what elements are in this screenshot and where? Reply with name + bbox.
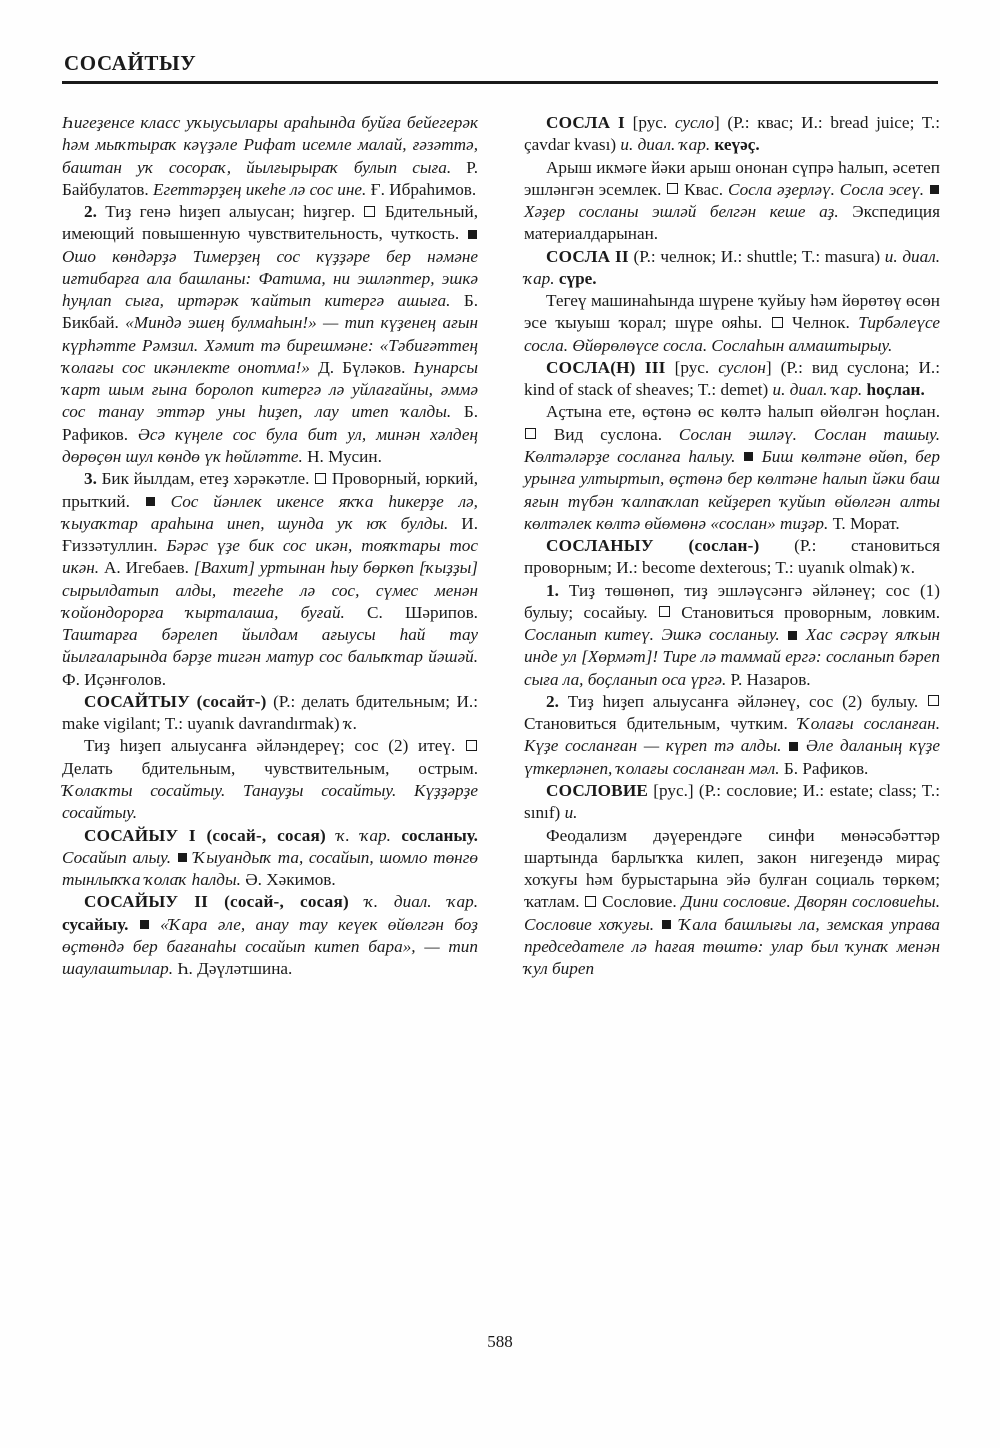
dictionary-entry-paragraph: [62, 735, 478, 824]
dictionary-entry-paragraph: [62, 468, 478, 691]
page-header: [62, 52, 938, 84]
bold-text: сосланыу.: [401, 825, 478, 845]
body-text: Тиҙ һиҙеп алыусанға әйләндереү; сос (2) итеү.: [84, 736, 465, 756]
headword: СОСЛА I: [546, 113, 625, 132]
bold-text: 2.: [84, 202, 97, 222]
russian-equivalent-marker-icon: [585, 896, 596, 907]
example-text: Сослан эшләү. Сослан ташыу. Көлтәләрҙе сосланға һалыу.: [524, 424, 941, 466]
example-text: Ошо көндәрҙә Тимерҙең сос күҙҙәре бер нәмәне иғтибарға ала башланы: Фатима, ни эшләптер, эшкә һуңлап сыға, иртәрәк ҡайтып китергә ашыға.: [62, 246, 478, 311]
body-text: Вид суслона.: [537, 424, 679, 444]
bold-text: һоҫлан.: [866, 380, 925, 400]
example-text: Бәрәс үҙе бик сос икән, тояҡтары тос икән.: [62, 536, 479, 578]
example-text: Ҡыуандыҡ та, сосайып, шомло төнгө тынлыҡҡа ҡолаҡ һалды.: [62, 847, 479, 890]
page-number: 588: [487, 1332, 513, 1351]
bold-text: сусайыу.: [62, 914, 129, 934]
headword: СОСАЙЫУ II (сосай-, сосая): [84, 892, 349, 912]
headword: СОСАЙТЫУ (сосайт-): [84, 691, 267, 711]
body-text: Ә. Хәкимов.: [240, 870, 336, 890]
example-text: Сосланып китеү. Эшкә сосланыу.: [524, 625, 780, 645]
citation-marker-icon: [744, 452, 753, 461]
bold-text: кеүәҫ.: [714, 135, 760, 155]
headword: СОСЛА(Н) III: [546, 357, 666, 377]
example-text: Хәҙер сосланы эшләй белгән кеше аҙ.: [524, 202, 839, 222]
citation-marker-icon: [140, 920, 149, 929]
dictionary-entry-paragraph: [524, 780, 940, 825]
body-text: Тиҙ төшөнөп, тиҙ эшләүсәнгә әйләнеү; сос (1) булыу; сосайыу.: [524, 580, 940, 622]
example-text: Һигеҙенсе класс уҡыусылары араһында буйға бейегерәк һәм мыҡтыраҡ кәүҙәле Рифат исемле малай, ғәзәттә, баштан уҡ сосораҡ, йылғырыраҡ булып сыға.: [62, 113, 478, 177]
example-text: Һунарсы ҡарт шым ғына боролоп китергә лә уйлағайны, әммә сос танау эттәр уны һиҙеп, лау итеп ҡалды.: [62, 357, 478, 422]
body-text: Феодализм дәүерендәге синфи мөнәсәбәттәр шартында барлыҡҡа килеп, закон нигеҙендә мираҫ хоҡуғы һәм бурыстарына эйә булған социаль төркөм; ҡатлам.: [524, 825, 940, 912]
russian-equivalent-marker-icon: [772, 317, 783, 328]
running-head: СОСАЙТЫУ: [64, 51, 197, 75]
body-text: Н. Мусин.: [302, 446, 382, 466]
headword: СОСАЙЫУ I (сосай-, сосая): [84, 825, 326, 845]
dictionary-entry-paragraph: [62, 825, 478, 892]
body-text: Б. Рафиков.: [62, 402, 478, 444]
russian-equivalent-marker-icon: [659, 606, 670, 617]
body-text: ] (Р.: вид суслона; И.: kind of stack of sheaves; T.: demet): [524, 357, 940, 400]
example-text: Таштарға бәрелеп йылдам ағыусы һай тау йылғаларында бәрҙе тигән матур сос балыҡтар йәшәй.: [62, 625, 478, 667]
body-text: Т. Морат.: [828, 513, 900, 533]
body-text: Р. Назаров.: [726, 669, 811, 689]
dictionary-entry-paragraph: [524, 157, 940, 246]
body-text: С. Шәрипов.: [344, 602, 478, 622]
body-text: Экспедиция материалдарынан.: [524, 202, 940, 244]
dictionary-entry-paragraph: [62, 891, 478, 980]
example-text: Тирбәлеүсе сосла. Өйөрөлөүсе сосла. Сослаһын алмаштырыу.: [524, 313, 940, 355]
body-text: [781, 736, 788, 755]
example-text: ҡ.: [902, 558, 916, 578]
body-text: [128, 915, 138, 934]
dictionary-entry-paragraph: [524, 691, 940, 780]
body-text: [рус.: [624, 113, 675, 132]
body-text: [924, 180, 929, 199]
body-text: Аҫтына ете, өҫтөнә өс көлтә һалып өйөлгән һоҫлан.: [546, 402, 940, 422]
dictionary-entry-paragraph: [524, 290, 940, 357]
example-text: и. диал. ҡар.: [772, 380, 867, 400]
citation-marker-icon: [788, 631, 797, 640]
bold-text: 1.: [546, 580, 559, 600]
example-text: сусло: [674, 113, 714, 132]
citation-marker-icon: [146, 497, 155, 506]
body-text: (Р.: делать бдительным; И.: make vigilant; T.: uyanık davrandırmak): [62, 691, 479, 734]
dictionary-entry-paragraph: [524, 246, 940, 291]
dictionary-entry-paragraph: [62, 112, 478, 201]
bold-text: 2.: [546, 691, 559, 711]
body-text: Б. Рафиков.: [779, 758, 869, 778]
headword: СОСЛАНЫУ (сослан-): [546, 536, 760, 556]
example-text: и.: [564, 803, 578, 823]
dictionary-entry-paragraph: [524, 580, 940, 691]
body-text: Челнок.: [783, 313, 859, 333]
example-text: Әле даланың күҙе үткерләнеп, ҡолағы сосланған мәл.: [524, 736, 940, 778]
right-text-column: [524, 112, 940, 1312]
example-text: [Вахит] уртынан һыу бөркөп [ҡыҙҙы] сырылдатып алды, тегеһе лә сос, сүмес менән ҡойондорорға ҡырталаша, буғай.: [62, 558, 478, 622]
header-rule: [62, 81, 938, 84]
dictionary-entry-paragraph: [524, 401, 940, 535]
body-text: Тиҙ генә һиҙеп алыусан; һиҙгер.: [96, 202, 364, 222]
example-text: Әсә күңеле сос була бит ул, минән хәлдең дөрөҫөн шул көндө үк һөйләтте.: [62, 424, 478, 466]
russian-equivalent-marker-icon: [525, 428, 536, 439]
body-text: Бик йылдам, етеҙ хәрәкәтле.: [96, 469, 315, 489]
two-column-body: [62, 112, 940, 1312]
citation-marker-icon: [178, 853, 187, 862]
citation-marker-icon: [468, 230, 477, 239]
example-text: Биш көлтәне өйөп, бер урынға ултыртып, өҫтөнә бер көлтәне һалып йәки баш яғын түбән ҡалпаҡлап кейҙереп ҡуйып өйөлгән алты көлтәлек көлтә өйөмөнә «сослан» тиҙәр.: [524, 446, 940, 533]
example-text: Ҡолағы сосланған. Күҙе сосланған — күреп тә алды.: [524, 714, 941, 756]
body-text: Квас.: [679, 179, 728, 199]
russian-equivalent-marker-icon: [315, 473, 326, 484]
body-text: [735, 447, 743, 466]
body-text: Б. Бикбай.: [62, 291, 478, 333]
dictionary-entry-paragraph: [62, 691, 478, 736]
left-text-column: [62, 112, 478, 1312]
example-text: и. диал. ҡар.: [620, 135, 715, 155]
example-text: «Ҡара әле, анау тау кеүек өйөлгән боҙ өҫтөндә бер бағанаһы сосайып китеп бара», — тип шаулаштылар.: [62, 914, 479, 979]
russian-equivalent-marker-icon: [364, 206, 375, 217]
bold-text: 3.: [84, 469, 97, 489]
citation-marker-icon: [662, 920, 671, 929]
example-text: ҡ.: [343, 714, 358, 734]
example-text: Ҡолаҡты сосайтыу. Танауҙы сосайтыу. Күҙҙәрҙе сосайтыу.: [62, 780, 478, 823]
body-text: [рус.: [665, 357, 719, 377]
body-text: Һ. Дәүләтшина.: [173, 959, 293, 979]
russian-equivalent-marker-icon: [667, 183, 678, 194]
dictionary-entry-paragraph: [524, 357, 940, 402]
example-text: ҡ. диал. ҡар.: [348, 892, 478, 912]
example-text: Сос йәнлек икенсе яҡҡа һикерҙе лә, ҡыуаҡтар араһына инеп, шунда уҡ юҡ булды.: [62, 491, 478, 533]
body-text: (Р.: челнок; И.: shuttle; T.: masura): [628, 246, 885, 266]
dictionary-entry-paragraph: [524, 825, 940, 981]
body-text: (Р.: становиться проворным; И.: become dexterous; T.: uyanık olmak): [524, 536, 940, 578]
body-text: Делать бдительным, чувствительным, острым.: [62, 758, 478, 778]
dictionary-entry-paragraph: [524, 112, 940, 157]
citation-marker-icon: [789, 742, 798, 751]
russian-equivalent-marker-icon: [466, 740, 477, 751]
russian-equivalent-marker-icon: [928, 695, 939, 706]
body-text: [654, 915, 661, 934]
example-text: Ҡала башлығы ла, земская управа председателе лә һағая төштө: улар был ҡунаҡ менән ҡул биреп: [524, 914, 941, 979]
headword: СОСЛОВИЕ: [546, 780, 649, 800]
body-text: Тиҙ һиҙеп алыусанға әйләнеү, сос (2) булыу.: [558, 691, 927, 711]
example-text: суслон: [718, 357, 766, 377]
body-text: Р. Байбулатов.: [62, 157, 478, 199]
example-text: Хас сәсрәү ялҡын инде ул [Хөрмәт]! Тире лә таммай ергә: сосланып бәреп сыға ла, боҫланып оса үргә.: [524, 625, 940, 689]
headword: СОСЛА II: [546, 246, 629, 266]
body-text: Сословие.: [597, 892, 682, 912]
body-text: Проворный, юркий, прыткий.: [62, 469, 478, 511]
body-text: Тегеү машинаһында шүрене ҡуйыу һәм йөрөтөү өсөн эсе ҡыуыш ҡорал; шүре ояһы.: [524, 291, 940, 333]
example-text: Егеттәрҙең икеһе лә сос ине.: [152, 179, 367, 199]
body-text: ] (Р.: квас; И.: bread juice; T.: çavdar kvası): [524, 113, 940, 155]
body-text: И. Ғиззәтуллин.: [62, 513, 478, 556]
dictionary-entry-paragraph: [62, 201, 478, 468]
example-text: ҡ. ҡар.: [325, 825, 402, 845]
body-text: [171, 848, 177, 867]
dictionary-entry-paragraph: [524, 535, 940, 580]
example-text: Сосайып алыу.: [62, 847, 172, 867]
body-text: Арыш икмәге йәки арыш ононан сүпрә һалып, әсетеп эшләнгән эсемлек.: [524, 157, 940, 199]
example-text: Дини сословие. Дворян сословиеһы. Сословие хоҡуғы.: [524, 892, 940, 934]
body-text: Бдительный, имеющий повышенную чувствительность, чуткость.: [62, 202, 478, 244]
body-text: [780, 625, 788, 644]
body-text: [рус.] (Р.: сословие; И.: estate; class; T.: sınıf): [524, 780, 940, 823]
example-text: Сосла әҙерләү. Сосла эсеү.: [727, 179, 925, 199]
body-text: Становиться бдительным, чутким.: [524, 714, 798, 734]
body-text: А. Игебаев.: [99, 558, 194, 578]
body-text: Д. Бүләков.: [309, 357, 414, 377]
body-text: Ф. Иҫәнғолов.: [62, 669, 167, 689]
example-text: «Миндә эшең булмаһын!» — тип күҙенең ағын күрһәтте Рәмзил. Хәмит тә бирешмәне: «Тәбиғәттең ҡолағы сос икәнлекте онотма!»: [62, 313, 479, 377]
body-text: Становиться проворным, ловким.: [670, 602, 940, 622]
body-text: Ғ. Ибраһимов.: [366, 179, 477, 199]
bold-text: сүре.: [558, 268, 597, 288]
citation-marker-icon: [930, 185, 939, 194]
example-text: и. диал. ҡар.: [524, 246, 940, 288]
